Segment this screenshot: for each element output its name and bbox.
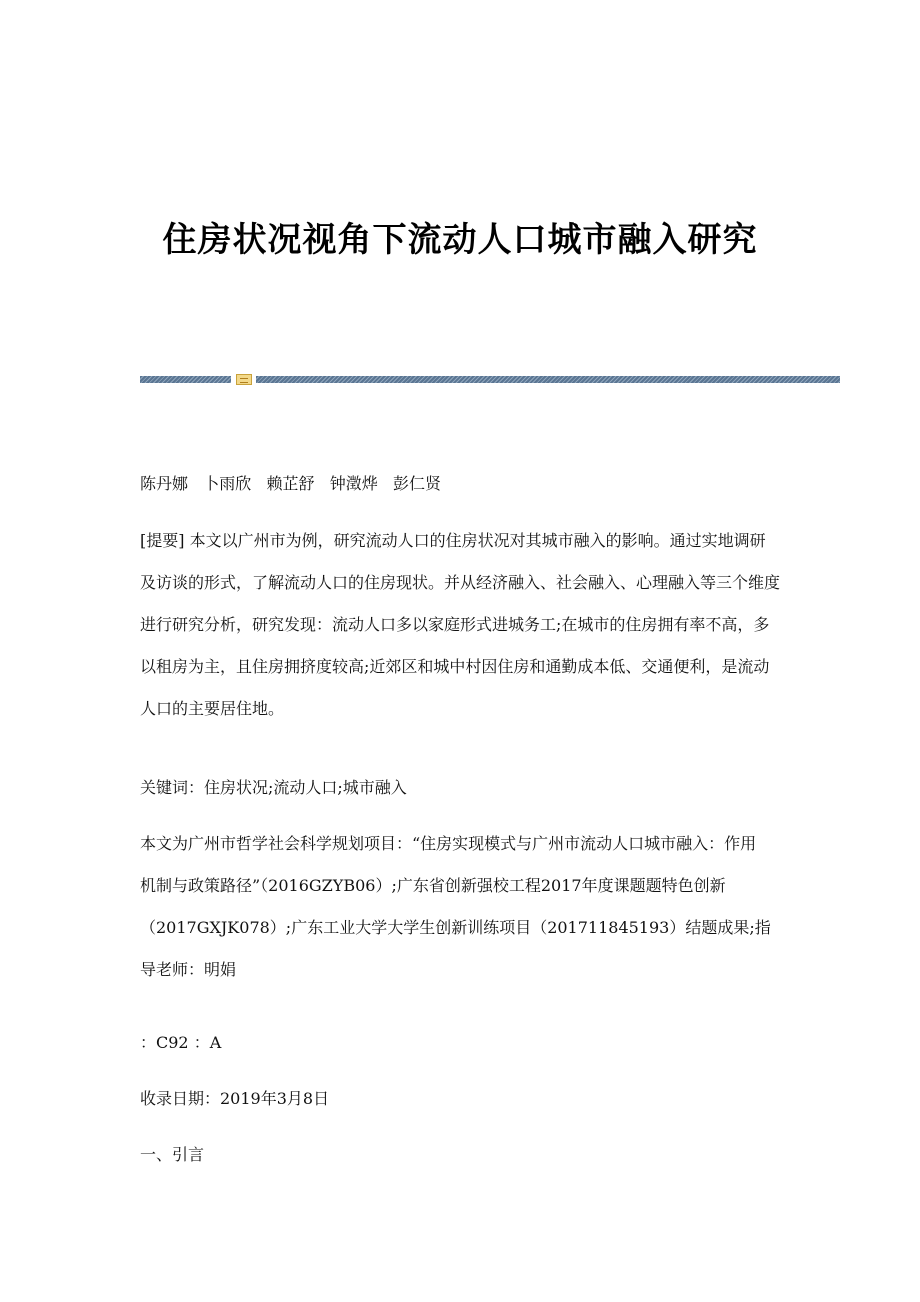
paper-title: 住房状况视角下流动人口城市融入研究 bbox=[162, 220, 758, 260]
title-divider bbox=[140, 374, 840, 386]
divider-bar-right bbox=[256, 376, 840, 383]
divider-ornament-icon bbox=[236, 374, 252, 385]
classification-line: ：C92 ：A bbox=[140, 1033, 222, 1052]
divider-bar-left bbox=[140, 376, 231, 383]
abstract-paragraph: [提要] 本文以广州市为例，研究流动人口的住房状况对其城市融入的影响。通过实地调研及访谈的形式，了解流动人口的住房现状。并从经济融入、社会融入、心理融入等三个维度进行研究分析，研究发现：流动人口多以家庭形式进城务工;在城市的住房拥有率不高，多以租房为主，且住房拥挤度较高;近郊区和城中村因住房和通勤成本低、交通便利，是流动人口的主要居住地。 bbox=[140, 531, 781, 718]
section-heading-introduction: 一、引言 bbox=[140, 1145, 205, 1164]
funding-paragraph: 本文为广州市哲学社会科学规划项目：“住房实现模式与广州市流动人口城市融入：作用机制与政策路径”（2016GZYB06）;广东省创新强校工程2017年度课题题特色创新（2017GXJK078）;广东工业大学大学生创新训练项目（201711845193）结题成果;指导老师：明娟 bbox=[140, 834, 771, 979]
keywords-paragraph: 关键词：住房状况;流动人口;城市融入 bbox=[140, 778, 407, 797]
received-date-line: 收录日期：2019年3月8日 bbox=[140, 1089, 330, 1108]
author-list: 陈丹娜 卜雨欣 赖芷舒 钟澂烨 彭仁贤 bbox=[140, 474, 442, 493]
